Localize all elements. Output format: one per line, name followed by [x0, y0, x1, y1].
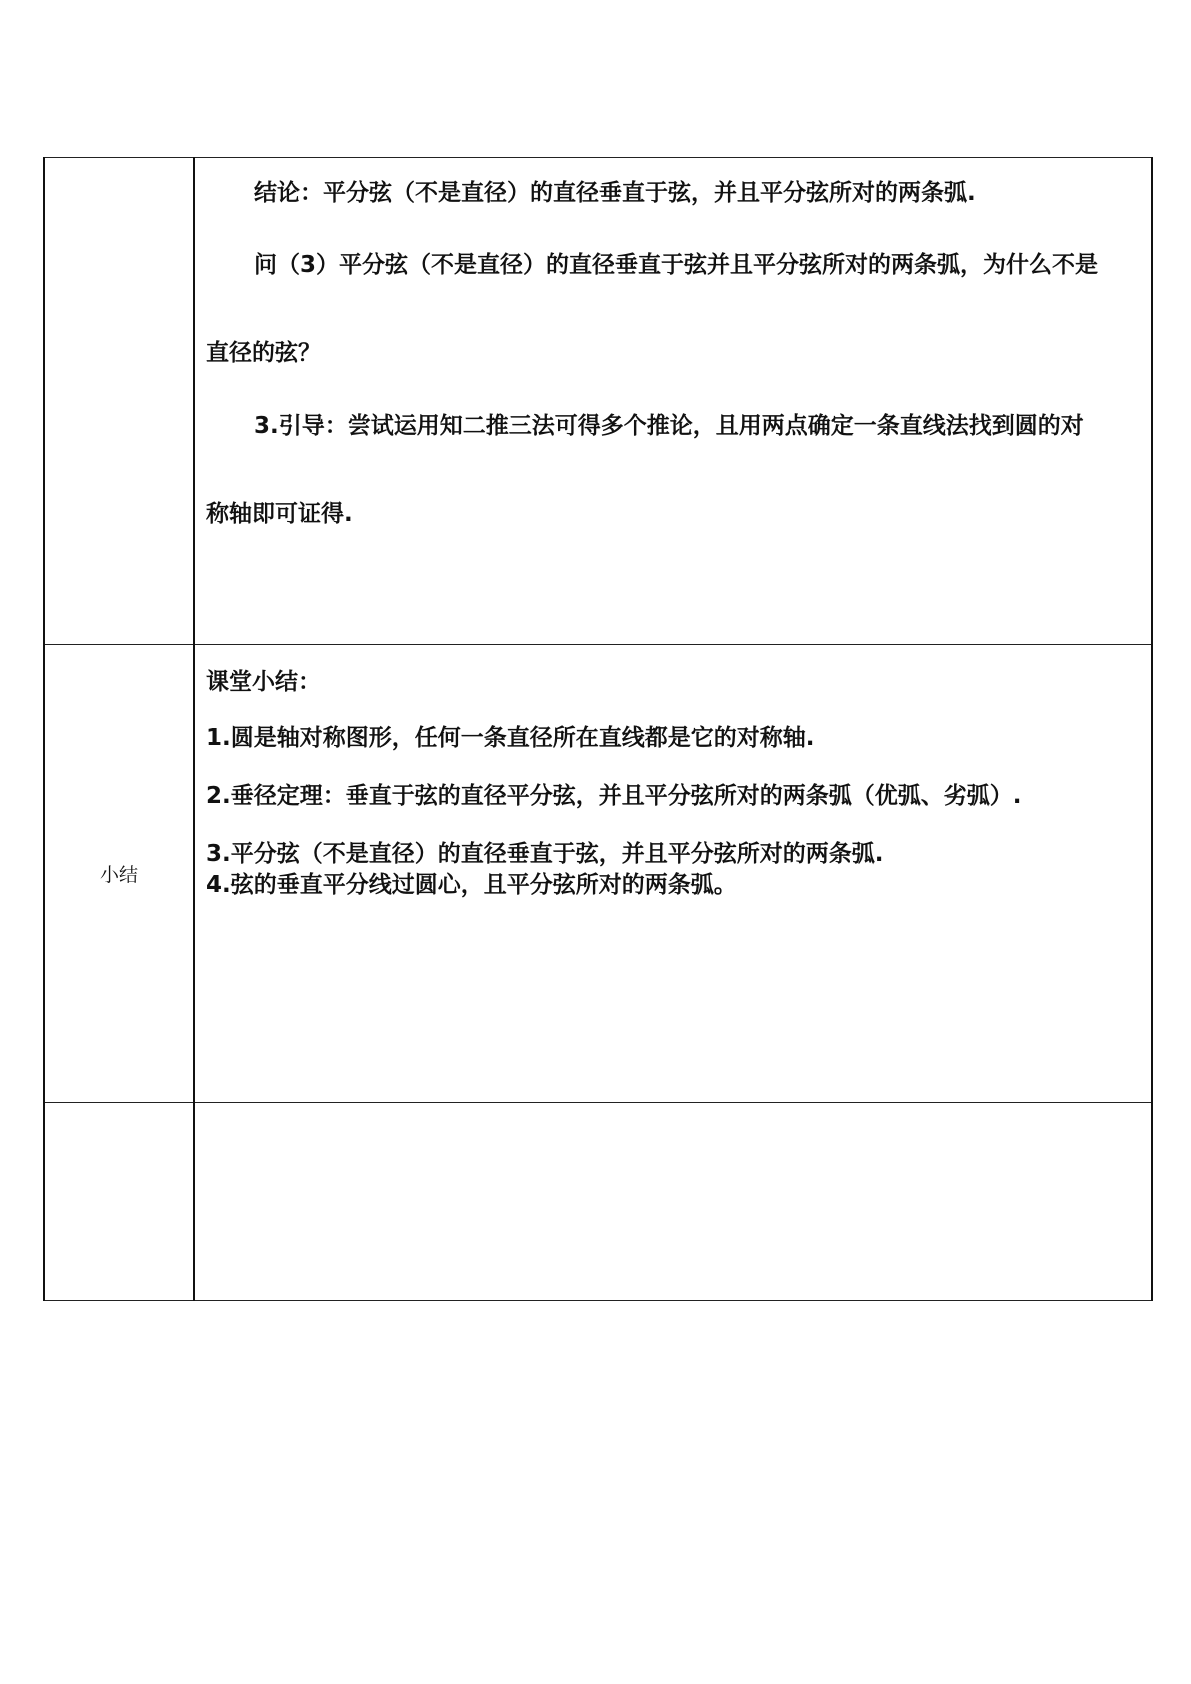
summary-item: 3.平分弦（不是直径）的直径垂直于弦，并且平分弦所对的两条弧.: [206, 841, 884, 867]
summary-item: 4.弦的垂直平分线过圆心，且平分弦所对的两条弧。: [206, 872, 737, 898]
row-label-summary: 小结: [44, 645, 194, 1103]
guidance-line-continued: 称轴即可证得.: [206, 501, 353, 527]
row-content-empty: [194, 1103, 1152, 1301]
conclusion-line: 结论：平分弦（不是直径）的直径垂直于弦，并且平分弦所对的两条弧.: [254, 180, 976, 206]
guidance-line: 3.引导：尝试运用知二推三法可得多个推论，且用两点确定一条直线法找到圆的对: [254, 413, 1084, 439]
row-content: [194, 158, 1152, 645]
summary-item: 1.圆是轴对称图形，任何一条直径所在直线都是它的对称轴.: [206, 725, 815, 751]
table-row: [44, 645, 1152, 1103]
table-row: [44, 158, 1152, 645]
table-row: [44, 1103, 1152, 1301]
question-line-continued: 直径的弦？: [206, 340, 321, 366]
row-label: [44, 1103, 194, 1301]
summary-heading: 课堂小结：: [206, 669, 321, 695]
row-label: [44, 158, 194, 645]
question-line: 问（3）平分弦（不是直径）的直径垂直于弦并且平分弦所对的两条弧，为什么不是: [254, 252, 1099, 278]
lesson-plan-table: [43, 157, 1153, 1301]
summary-item: 2.垂径定理：垂直于弦的直径平分弦，并且平分弦所对的两条弧（优弧、劣弧）.: [206, 783, 1022, 809]
row-content: [194, 645, 1152, 1103]
